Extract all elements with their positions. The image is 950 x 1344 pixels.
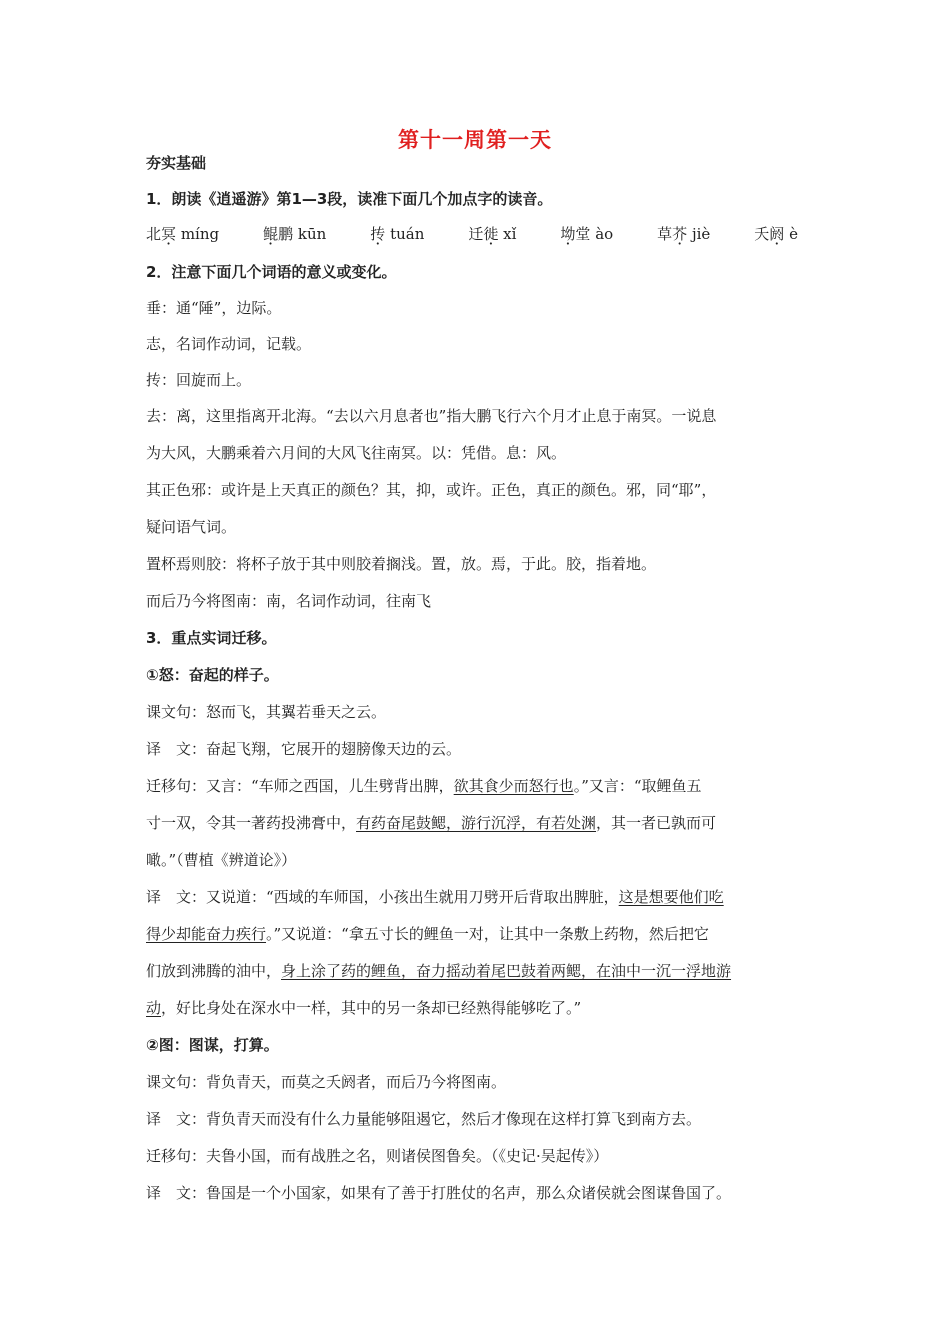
pinyin-item: 抟 tuán <box>370 225 425 243</box>
nu-yiwen: 译 文：奋起飞翔，它展开的翅膀像天边的云。 <box>146 740 462 758</box>
tu-yiwen: 译 文：背负青天而没有什么力量能够阻遏它，然后才像现在这样打算飞到南方去。 <box>146 1110 702 1128</box>
q3-heading: 3．重点实词迁移。 <box>146 629 277 647</box>
q1-heading: 1．朗读《逍遥游》第1—3段，读准下面几个加点字的读音。 <box>146 190 553 208</box>
tu-qianyi: 迁移句：夫鲁小国，而有战胜之名，则诸侯图鲁矣。（《史记·吴起传》） <box>146 1147 609 1165</box>
tu-kewen: 课文句：背负青天，而莫之夭阏者，而后乃今将图南。 <box>146 1073 507 1091</box>
definition-er: 而后乃今将图南：南，名词作动词，往南飞 <box>146 592 432 610</box>
pinyin-item: 北冥 míng <box>146 225 220 243</box>
pinyin-item: 坳堂 ào <box>560 225 614 243</box>
document-body <box>146 150 811 1212</box>
pinyin-item: 夭阏 è <box>754 225 798 243</box>
definition-line: 垂：通“陲”，边际。 <box>146 299 282 317</box>
nu-qianyi: 迁移句：又言：“车师之西国，儿生劈背出脾，欲其食少而怒行也。”又言：“取鲤鱼五 寸一双，令其一著药投沸膏中，有药奋尾鼓鳃，游行沉浮，有若处渊，其一者已孰而可 噉。”（曹植《辨道论》） <box>146 777 717 869</box>
q2-heading: 2．注意下面几个词语的意义或变化。 <box>146 263 397 281</box>
definition-qi: 其正色邪：或许是上天真正的颜色？其，抑，或许。正色，真正的颜色。邪，同“耶”， 疑问语气词。 <box>146 481 717 536</box>
pinyin-item: 迁徙 xǐ <box>468 225 517 243</box>
tu-heading: ②图：图谋，打算。 <box>146 1036 279 1054</box>
definition-line: 抟：回旋而上。 <box>146 371 252 389</box>
nu-kewen: 课文句：怒而飞，其翼若垂天之云。 <box>146 703 387 721</box>
nu-qianyi-translation: 译 文：又说道：“西域的车师国，小孩出生就用刀劈开后背取出脾脏，这是想要他们吃 得少却能奋力疾行。”又说道：“拿五寸长的鲤鱼一对，让其中一条敷上药物，然后把它 们放到沸腾的油中，身上涂了药的鲤鱼，奋力摇动着尾巴鼓着两鳃，在油中一沉一浮地游 动，好比身处在深水中一样，其中的另一条却已经熟得能够吃了。” <box>146 888 732 1017</box>
definition-zhi: 置杯焉则胶：将杯子放于其中则胶着搁浅。置，放。焉，于此。胶，指着地。 <box>146 555 657 573</box>
tu-qianyi-translation: 译 文：鲁国是一个小国家，如果有了善于打胜仗的名声，那么众诸侯就会图谋鲁国了。 <box>146 1184 732 1202</box>
page-title: 第十一周第一天 <box>398 128 552 152</box>
definition-line: 志，名词作动词，记载。 <box>146 335 312 353</box>
pinyin-item: 鲲鹏 kūn <box>263 225 327 243</box>
section-heading: 夯实基础 <box>146 154 207 172</box>
pinyin-list <box>146 223 798 245</box>
definition-qu: 去：离，这里指离开北海。“去以六月息者也”指大鹏飞行六个月才止息于南冥。一说息 为大风，大鹏乘着六月间的大风飞往南冥。以：凭借。息：风。 <box>146 407 717 462</box>
nu-heading: ①怒：奋起的样子。 <box>146 666 279 684</box>
pinyin-item: 草芥 jiè <box>657 225 711 243</box>
